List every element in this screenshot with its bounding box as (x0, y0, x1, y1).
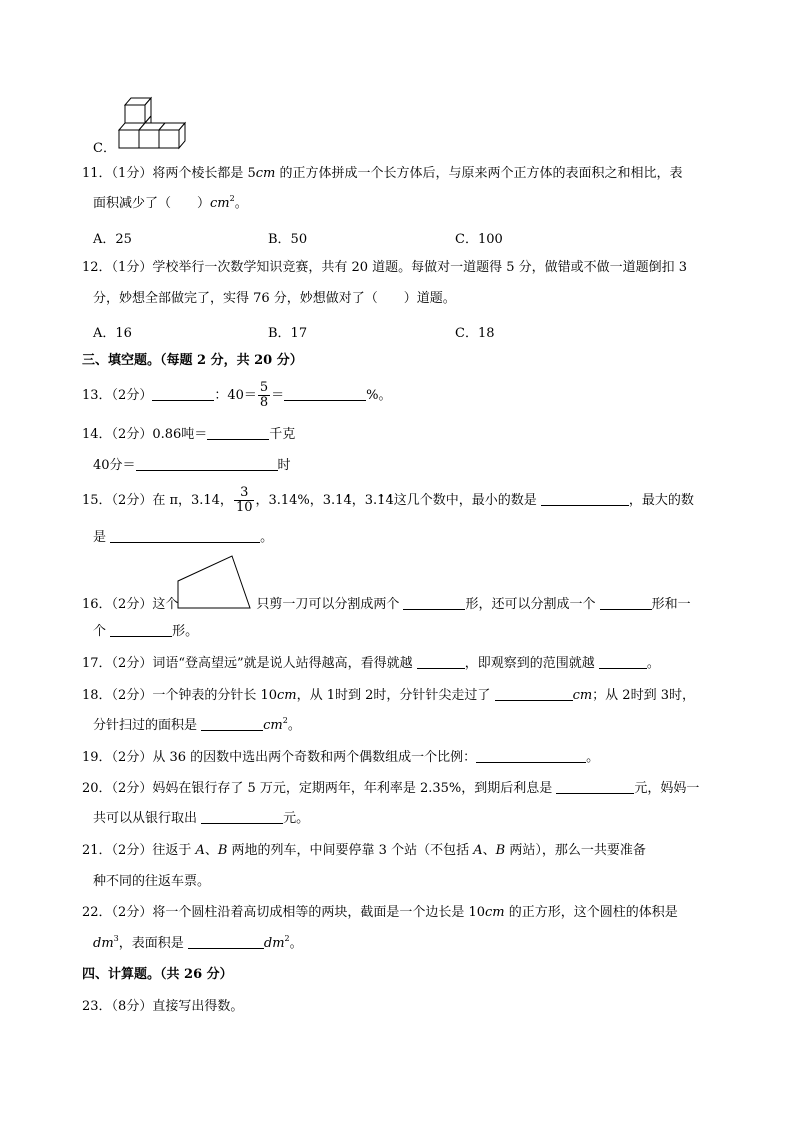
q11-option-a: A．25 (93, 232, 132, 247)
q12-line1: 12．（1分）学校举行一次数学知识竞赛，共有 20 道题。每做对一道题得 5 分，做错或不做一道题倒扣 3 (82, 260, 688, 275)
q16-line1: 16．（2分）这个 只剪一刀可以分割成两个 形，还可以分割成一个 形和一 (82, 597, 691, 612)
q18-line1: 18．（2分）一个钟表的分针长 10cm，从 1时到 2时，分针针尖走过了 cm；从 2时到 3时， (82, 688, 695, 703)
q10-option-c: C． (93, 141, 116, 156)
q21-line1: 21．（2分）往返于 A、B 两地的列车，中间要停靠 3 个站（不包括 A、B 两站），那么一共要准备 (82, 843, 646, 858)
q12-option-b: B．17 (268, 326, 308, 341)
q19: 19．（2分）从 36 的因数中选出两个奇数和两个偶数组成一个比例： 。 (82, 750, 600, 765)
q15-line2: 是 。 (93, 530, 274, 545)
q14-line2: 40分＝ 时 (93, 458, 291, 473)
q12-option-c: C．18 (455, 326, 495, 341)
cube-figure (115, 95, 195, 145)
q11-line1: 11．（1分）将两个棱长都是 5cm 的正方体拼成一个长方体后，与原来两个正方体的表面积之和相比，表 (82, 166, 683, 181)
section-3-heading: 三、填空题。（每题 2 分，共 20 分） (82, 353, 303, 368)
q12-option-a: A．16 (93, 326, 132, 341)
q11-option-b: B．50 (268, 232, 308, 247)
q11-option-c: C．100 (455, 232, 503, 247)
q17: 17．（2分）词语“登高望远”就是说人站得越高，看得就越 ，即观察到的范围就越 。 (82, 656, 660, 671)
q16-line2: 个 形。 (93, 624, 199, 639)
q22-line1: 22．（2分）将一个圆柱沿着高切成相等的两块，截面是一个边长是 10cm 的正方形，这个圆柱的体积是 (82, 905, 678, 920)
q20-line1: 20．（2分）妈妈在银行存了 5 万元，定期两年，年利率是 2.35%，到期后利息是 元，妈妈一 (82, 781, 700, 796)
q22-line2: $dm^3$，表面积是 $dm^2$。 (93, 934, 303, 951)
q21-line2: 种不同的往返车票。 (93, 874, 211, 889)
q23: 23．（8分）直接写出得数。 (82, 999, 244, 1014)
section-4-heading: 四、计算题。（共 26 分） (82, 967, 233, 982)
q18-line2: 分针扫过的面积是 $cm^2$。 (93, 716, 301, 733)
q12-line2: 分，妙想全部做完了，实得 76 分，妙想做对了（ ）道题。 (93, 291, 456, 306)
q13: 13．（2分） ：40＝ $\frac{5}{8}$ ＝ %。 (82, 380, 392, 410)
q11-line2: 面积减少了（ ）$cm^2$。 (93, 194, 248, 211)
q15-line1: 15．（2分）在 π，3.14， $\frac{3}{10}$ ，3.14%，3.1• 4，3.• 1• 4这几个数中，最小的数是 ，最大的数 (82, 486, 694, 516)
q20-line2: 共可以从银行取出 元。 (93, 811, 310, 826)
q14-line1: 14．（2分）0.86吨＝ 千克 (82, 427, 296, 442)
